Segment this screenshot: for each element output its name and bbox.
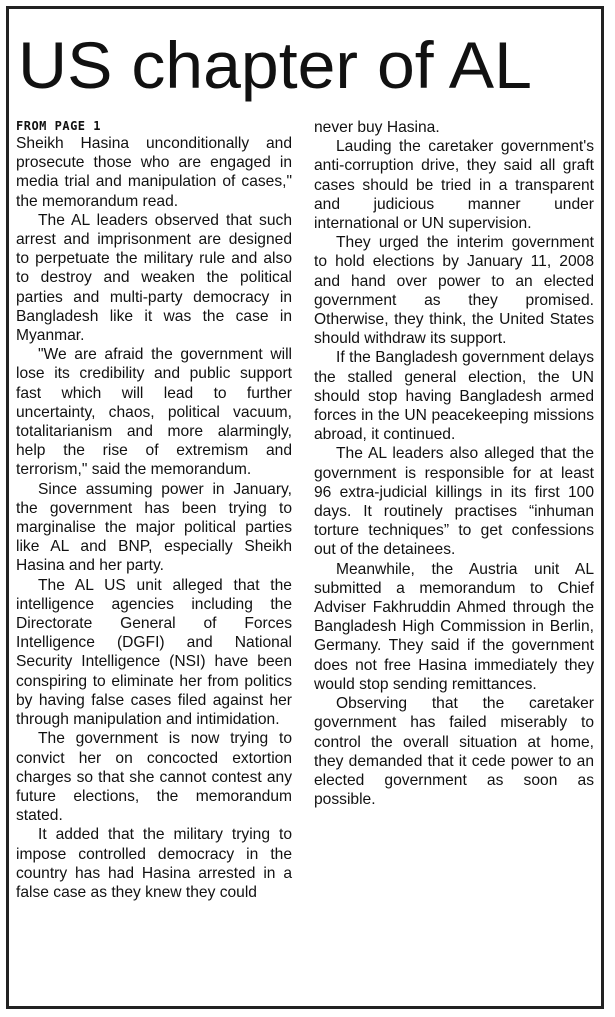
paragraph: If the Bangladesh government delays the stalled general election, the UN should stop having Bangladesh armed forces in the UN peacekeeping missions abroad, it continued. <box>314 349 594 444</box>
paragraph: never buy Hasina. <box>314 119 440 136</box>
left-column <box>16 118 292 902</box>
paragraph: The AL leaders observed that such arrest and imprisonment are designed to perpetuate the military rule and also to destroy and weaken the political parties and multi-party democracy in Bangladesh like it was the case in Myanmar. <box>16 211 292 345</box>
from-page-label: FROM PAGE 1 <box>16 119 101 133</box>
paragraph: Lauding the caretaker government's anti-corruption drive, they said all graft cases should be tried in a transparent and judicious manner under international or UN supervision. <box>314 138 594 233</box>
paragraph: The government is now trying to convict her on concocted extortion charges so that she cannot contest any future elections, the memorandum stated. <box>16 730 292 825</box>
headline: US chapter of AL <box>18 28 532 102</box>
paragraph: They urged the interim government to hold elections by January 11, 2008 and hand over power to an elected government as they promised. Otherwise, they think, the United States should withdraw its support. <box>314 234 594 348</box>
paragraph: Sheikh Hasina unconditionally and prosecute those who are engaged in media trial and manipulation of cases," the memorandum read. <box>16 135 292 210</box>
paragraph: Since assuming power in January, the government has been trying to marginalise the major political parties like AL and BNP, especially Sheikh Hasina and her party. <box>16 480 292 575</box>
paragraph: Observing that the caretaker government has failed miserably to control the overall situation at home, they demanded that it cede power to an elected government as soon as possible. <box>314 695 594 809</box>
paragraph: Meanwhile, the Austria unit AL submitted a memorandum to Chief Adviser Fakhruddin Ahmed through the Bangladesh High Commission in Berlin, Germany. They said if the government does not free Hasina immediately they would stop sending remittances. <box>314 560 594 693</box>
column-gutter <box>301 118 302 998</box>
paragraph: It added that the military trying to impose controlled democracy in the country has had Hasina arrested in a false case as they knew they could <box>16 826 292 901</box>
right-column <box>314 118 594 809</box>
paragraph: The AL US unit alleged that the intelligence agencies including the Directorate General of Forces Intelligence (DGFI) and National Security Intelligence (NSI) have been conspiring to eliminate her from politics by having false cases filed against her through manipulation and intimidation. <box>16 576 292 729</box>
paragraph: The AL leaders also alleged that the government is responsible for at least 96 extra-judicial killings in its first 100 days. It routinely practises “inhuman torture techniques” to get confessions out of the detainees. <box>314 445 594 559</box>
paragraph: "We are afraid the government will lose its credibility and public support fast which will lead to further uncertainty, chaos, political vacuum, totalitarianism and more alarmingly, help the rise of extremism and terrorism," said the memorandum. <box>16 346 292 479</box>
